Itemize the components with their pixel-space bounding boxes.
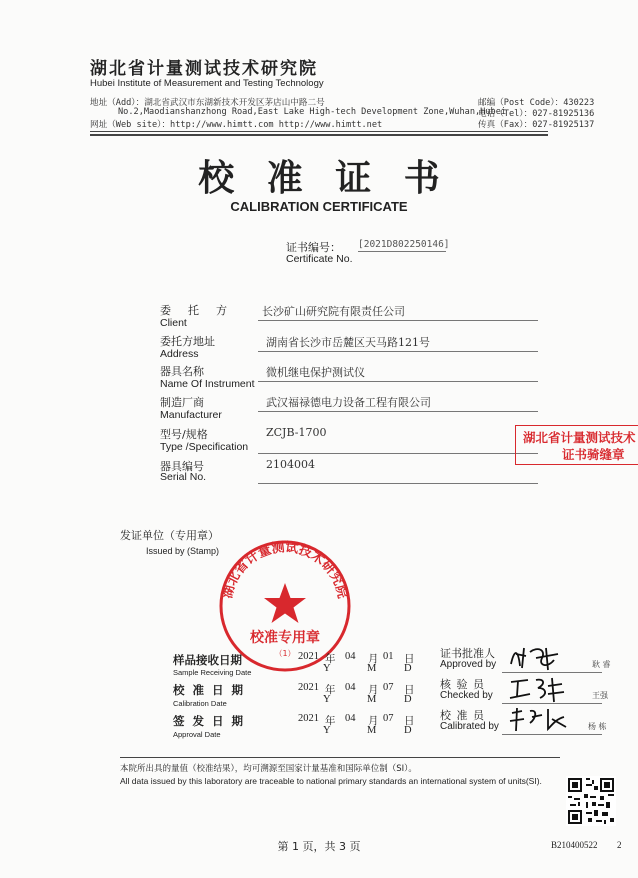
date-label-cn: 校 准 日 期 xyxy=(173,683,246,697)
qr-code-icon xyxy=(566,776,616,826)
date-label-en: Approval Date xyxy=(173,730,221,739)
signature-underline xyxy=(502,672,602,673)
signature-label-en: Checked by xyxy=(440,690,493,701)
header-divider-thick xyxy=(90,134,548,136)
date-label-en: Calibration Date xyxy=(173,699,227,708)
date-month: 04 xyxy=(345,651,356,662)
field-underline xyxy=(258,411,538,412)
field-label-cn: 型号/规格 xyxy=(160,428,208,441)
signature-label-cn: 证书批准人 xyxy=(440,647,495,660)
organization-name-cn: 湖北省计量测试技术研究院 xyxy=(90,59,318,79)
field-label-en: Address xyxy=(160,348,199,360)
signature-label-en: Calibrated by xyxy=(440,721,499,732)
date-year: 2021 xyxy=(298,713,319,724)
signature-label-en: Approved by xyxy=(440,659,497,670)
field-underline xyxy=(258,351,538,352)
field-value: ZCJB-1700 xyxy=(266,426,327,439)
handwritten-signature xyxy=(508,705,572,735)
year-abbr: Y xyxy=(323,663,331,674)
date-label-cn: 签 发 日 期 xyxy=(173,714,246,728)
day-abbr: D xyxy=(404,663,412,674)
field-label-cn: 器具编号 xyxy=(160,460,204,473)
year-char: 年 xyxy=(325,654,336,665)
address-en: No.2,Maodianshanzhong Road,East Lake High-tech Development Zone,Wuhan,Hubei xyxy=(118,107,507,117)
field-value: 湖南省长沙市岳麓区天马路121号 xyxy=(266,336,430,349)
telephone: 电话（Tel）：027-81925136 xyxy=(478,109,595,119)
field-label-cn: 委 托 方 xyxy=(160,304,230,317)
field-value: 微机继电保护测试仪 xyxy=(266,366,365,379)
seal-star-icon xyxy=(264,583,306,623)
date-year: 2021 xyxy=(298,682,319,693)
field-label-cn: 委托方地址 xyxy=(160,335,215,348)
seal-ring-text: 湖北省计量测试技术研究院 xyxy=(220,540,350,600)
handwritten-signature xyxy=(508,644,568,672)
field-label-en: Type /Specification xyxy=(160,441,249,453)
signature-name: 耿 睿 xyxy=(592,660,611,669)
field-label-cn: 器具名称 xyxy=(160,365,204,378)
year-abbr: Y xyxy=(323,694,331,705)
day-char: 日 xyxy=(404,654,415,665)
date-day: 01 xyxy=(383,651,394,662)
seal-center-text: 校准专用章 xyxy=(250,630,320,646)
date-day: 07 xyxy=(383,713,394,724)
month-char: 月 xyxy=(368,716,379,727)
page-digit: 2 xyxy=(617,840,622,850)
title-cn: 校 准 证 书 xyxy=(198,157,450,199)
field-label-en: Name Of Instrument xyxy=(160,378,255,390)
certificate-code: B210400522 xyxy=(551,840,598,850)
date-day: 07 xyxy=(383,682,394,693)
seal-number: （1） xyxy=(274,649,296,658)
year-abbr: Y xyxy=(323,725,331,736)
seam-stamp-line1: 湖北省计量测试技术 xyxy=(523,430,636,445)
signature-underline xyxy=(502,734,602,735)
field-underline xyxy=(258,381,538,382)
organization-name-en: Hubei Institute of Measurement and Testing Technology xyxy=(90,78,324,89)
website: 网址（Web site）：http://www.himtt.com http://www.himtt.net xyxy=(90,120,383,130)
year-char: 年 xyxy=(325,685,336,696)
header-divider xyxy=(90,131,548,132)
month-abbr: M xyxy=(367,694,377,705)
field-underline xyxy=(258,320,538,321)
signature-label-cn: 校 准 员 xyxy=(440,709,485,722)
month-abbr: M xyxy=(367,725,377,736)
address-cn: 地址（Add）：湖北省武汉市东湖新技术开发区茅店山中路二号 xyxy=(90,98,325,108)
year-char: 年 xyxy=(325,716,336,727)
field-underline xyxy=(258,453,538,454)
issued-by-label-cn: 发证单位（专用章） xyxy=(120,529,219,542)
date-label-en: Sample Receiving Date xyxy=(173,668,252,677)
date-month: 04 xyxy=(345,682,356,693)
certificate-no-value: [2021D802250146] xyxy=(358,239,450,250)
field-value: 长沙矿山研究院有限责任公司 xyxy=(262,305,405,318)
handwritten-signature xyxy=(508,674,568,704)
footer-divider xyxy=(120,757,560,758)
issued-by-label-en: Issued by (Stamp) xyxy=(146,546,220,556)
day-abbr: D xyxy=(404,694,412,705)
certificate-no-label-cn: 证书编号： xyxy=(286,241,341,254)
signature-name: 王强 xyxy=(592,691,608,700)
day-char: 日 xyxy=(404,685,415,696)
certificate-no-underline xyxy=(358,251,446,252)
certificate-no-label-en: Certificate No. xyxy=(286,253,353,265)
month-char: 月 xyxy=(368,685,379,696)
field-underline xyxy=(258,483,538,484)
page-number: 第 1 页，共 3 页 xyxy=(277,840,361,853)
seam-stamp xyxy=(515,425,638,465)
field-label-en: Serial No. xyxy=(160,471,207,483)
fax: 传真（Fax）：027-81925137 xyxy=(478,120,595,130)
field-label-en: Manufacturer xyxy=(160,409,222,421)
date-month: 04 xyxy=(345,713,356,724)
post-code: 邮编（Post Code）：430223 xyxy=(478,98,595,108)
traceability-note-en: All data issued by this laboratory are traceable to national primary standards an international system of units(SI). xyxy=(120,776,542,786)
signature-label-cn: 核 验 员 xyxy=(440,678,485,691)
month-char: 月 xyxy=(368,654,379,665)
title-en: CALIBRATION CERTIFICATE xyxy=(230,199,408,214)
signature-name: 杨 栋 xyxy=(588,722,607,731)
field-value: 武汉福禄德电力设备工程有限公司 xyxy=(266,396,431,409)
seam-stamp-line2: 证书骑缝章 xyxy=(562,447,625,462)
signature-underline xyxy=(502,703,602,704)
field-label-en: Client xyxy=(160,317,187,329)
date-label-cn: 样品接收日期 xyxy=(173,653,242,667)
field-value: 2104004 xyxy=(266,458,315,471)
date-year: 2021 xyxy=(298,651,319,662)
month-abbr: M xyxy=(367,663,377,674)
day-abbr: D xyxy=(404,725,412,736)
day-char: 日 xyxy=(404,716,415,727)
traceability-note-cn: 本院所出具的量值（校准结果），均可溯源至国家计量基准和国际单位制（SI）。 xyxy=(120,764,417,774)
field-label-cn: 制造厂商 xyxy=(160,396,204,409)
